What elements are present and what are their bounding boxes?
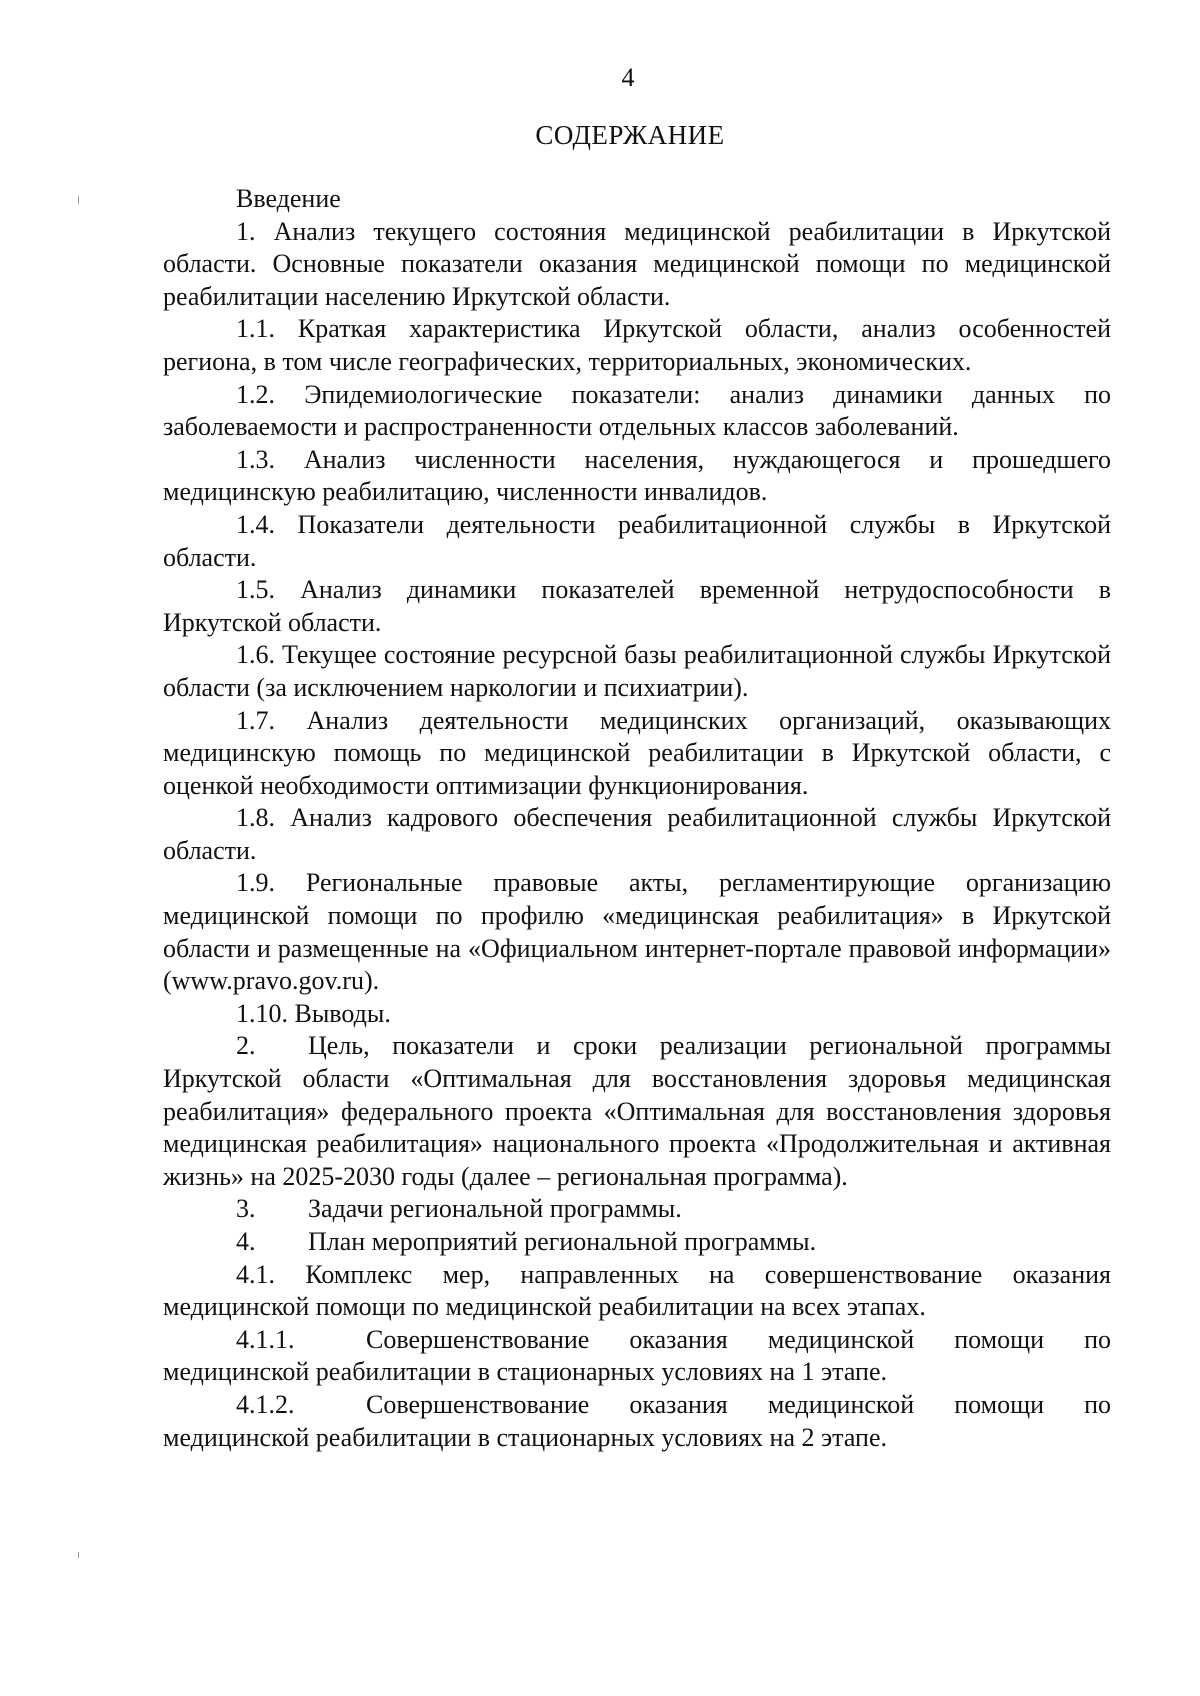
toc-entry-1-2 (163, 379, 1111, 444)
toc-entry-number: 1.8. (236, 803, 275, 833)
toc-entry-2 (163, 1030, 1111, 1193)
toc-entry-text: Текущее состояние ресурсной базы реабилитационной службы Иркутской области (за исключением наркологии и психиатрии). (163, 640, 1111, 702)
page-title: СОДЕРЖАНИЕ (535, 120, 725, 150)
toc-entry-number: 1.5. (236, 575, 275, 605)
table-of-contents (163, 183, 1111, 1454)
toc-entry-1-9 (163, 867, 1111, 997)
toc-entry-number: 1.7. (236, 705, 275, 735)
toc-entry-text: Задачи региональной программы. (308, 1194, 682, 1224)
toc-entry-1-5 (163, 574, 1111, 639)
toc-entry-4 (163, 1226, 1111, 1259)
toc-entry-number: 4.1. (236, 1259, 275, 1289)
toc-entry-text: Выводы. (294, 998, 391, 1028)
scan-edge-mark (78, 1552, 79, 1558)
toc-entry-number: 3. (236, 1194, 256, 1224)
toc-entry-text: Эпидемиологические показатели: анализ динамики данных по заболеваемости и распространенности отдельных классов заболеваний. (163, 379, 1112, 442)
toc-entry-text: Анализ кадрового обеспечения реабилитационной службы Иркутской области. (163, 803, 1112, 865)
toc-entry-number: 1.10. (236, 998, 288, 1028)
toc-entry-1-8 (163, 802, 1111, 867)
toc-entry-text: Совершенствование оказания медицинской помощи по медицинской реабилитации в стационарных условиях на 2 этапе. (163, 1389, 1111, 1452)
toc-entry-text: Совершенствование оказания медицинской помощи по медицинской реабилитации в стационарных условиях на 1 этапе. (163, 1324, 1111, 1387)
toc-entry-text: Анализ деятельности медицинских организаций, оказывающих медицинскую помощь по медицинской реабилитации в Иркутской области, с оценкой необходимости оптимизации функционирования. (163, 705, 1112, 800)
toc-entry-1-6 (163, 639, 1111, 704)
toc-entry-text: Комплекс мер, направленных на совершенствование оказания медицинской помощи по медицинской реабилитации на всех этапах. (163, 1259, 1111, 1322)
toc-entry-number: 1.1. (236, 314, 275, 344)
toc-entry-text: Анализ динамики показателей временной нетрудоспособности в Иркутской области. (163, 575, 1111, 637)
toc-entry-number: 2. (236, 1031, 256, 1061)
toc-entry-number: 1.3. (236, 444, 275, 474)
toc-entry-number: 4.1.1. (236, 1324, 295, 1354)
toc-entry-4-1-2 (163, 1389, 1111, 1454)
toc-entry-introduction (163, 183, 1111, 216)
toc-entry-1-7 (163, 705, 1111, 803)
toc-entry-text: Показатели деятельности реабилитационной службы в Иркутской области. (163, 509, 1112, 572)
toc-entry-number: 1.6. (236, 640, 275, 670)
toc-entry-number: 1. (236, 216, 256, 246)
toc-entry-1 (163, 216, 1111, 314)
toc-entry-4-1-1 (163, 1324, 1111, 1389)
toc-entry-1-4 (163, 509, 1111, 574)
page-number: 4 (621, 63, 635, 92)
toc-entry-text: Цель, показатели и сроки реализации региональной программы Иркутской области «Оптимальная для восстановления здоровья медицинская реабилитация» федерального проекта «Оптимальная для восстановления здоровья медицинская реабилитация» национального проекта «Продолжительная и активная жизнь» на 2025-2030 годы (далее – региональная программа). (163, 1031, 1111, 1191)
toc-entry-text: Введение (236, 184, 341, 213)
scan-edge-mark (78, 196, 79, 204)
toc-entry-text: Анализ численности населения, нуждающегося и прошедшего медицинскую реабилитацию, численности инвалидов. (163, 444, 1112, 507)
toc-entry-number: 1.2. (236, 379, 275, 409)
toc-entry-text: План мероприятий региональной программы. (308, 1227, 817, 1256)
toc-entry-1-10 (163, 998, 1111, 1031)
toc-entry-4-1 (163, 1259, 1111, 1324)
toc-entry-1-1 (163, 313, 1111, 378)
toc-entry-1-3 (163, 444, 1111, 509)
toc-entry-text: Региональные правовые акты, регламентирующие организацию медицинской помощи по профилю «медицинская реабилитация» в Иркутской области и размещенные на «Официальном интернет-портале правовой информации» (www.pravo.gov.ru). (163, 868, 1112, 996)
toc-entry-number: 1.9. (236, 868, 275, 898)
toc-entry-number: 4. (236, 1227, 256, 1256)
toc-entry-number: 1.4. (236, 509, 275, 539)
toc-entry-number: 4.1.2. (236, 1389, 295, 1419)
toc-entry-text: Краткая характеристика Иркутской области, анализ особенностей региона, в том числе географических, территориальных, экономических. (163, 314, 1111, 376)
toc-entry-3 (163, 1193, 1111, 1226)
toc-entry-text: Анализ текущего состояния медицинской реабилитации в Иркутской области. Основные показатели оказания медицинской помощи по медицинской реабилитации населению Иркутской области. (163, 216, 1112, 311)
